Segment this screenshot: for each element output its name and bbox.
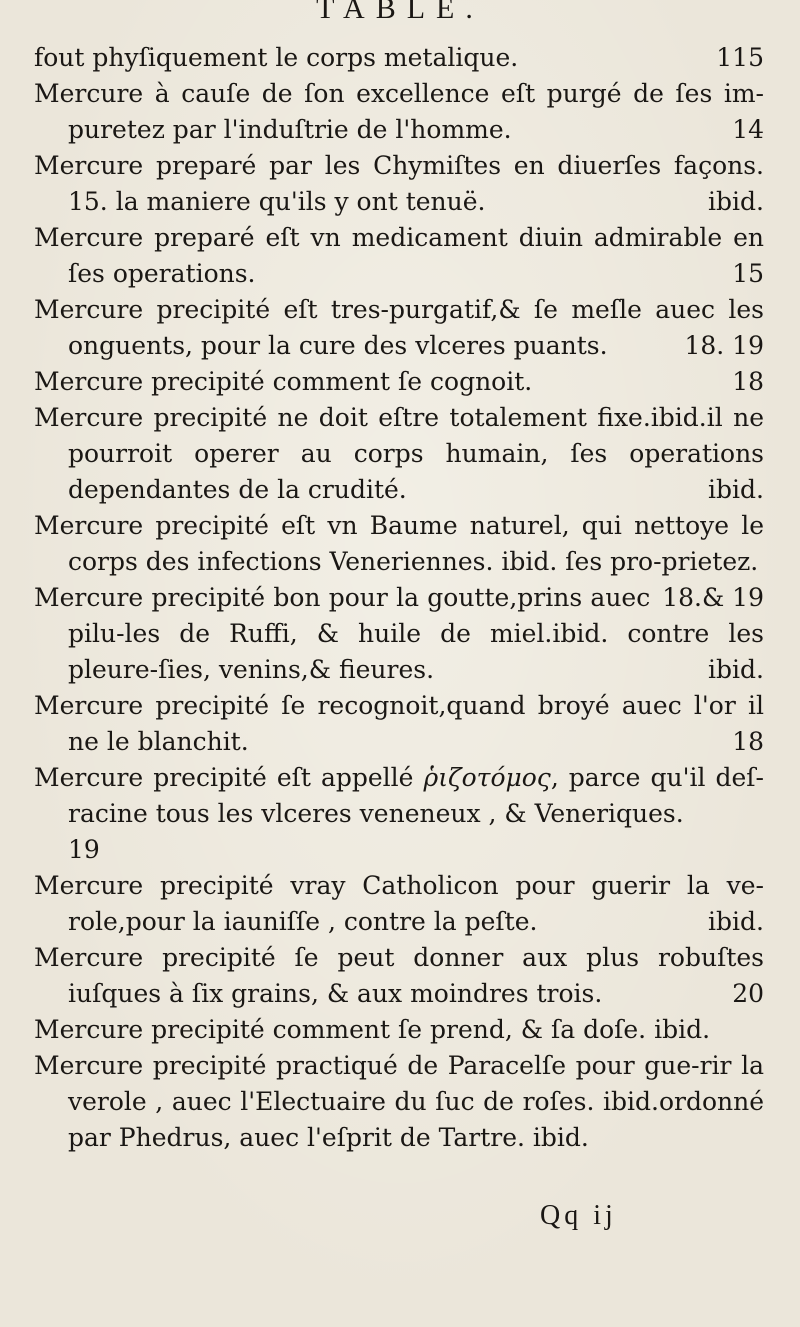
page-reference: ibid. xyxy=(708,187,764,216)
index-entry xyxy=(34,1012,764,1048)
page-reference: 15 xyxy=(732,259,764,288)
page-reference: 18 xyxy=(732,367,764,396)
entry-text: Mercure precipité comment ſe prend, & ſa doſe. ibid. xyxy=(34,1015,711,1044)
page-reference: ibid. xyxy=(708,655,764,684)
entry-text: fout phyſiquement le corps metalique. xyxy=(34,43,519,72)
index-entry xyxy=(34,400,764,508)
page-reference: ibid. xyxy=(708,907,764,936)
index-entry xyxy=(34,220,764,292)
index-entries xyxy=(34,40,764,1156)
entry-text: Mercure precipité bon pour la goutte,prins auec pilu-les de Ruffi, & huile de miel.ibid. contre les pleure-ſies, venins,& fieures. xyxy=(34,583,764,684)
index-entry xyxy=(34,364,764,400)
page-reference: 19 xyxy=(68,835,100,864)
page-reference: 14 xyxy=(732,115,764,144)
page-reference: 115 xyxy=(716,43,764,72)
signature-mark: Qq ij xyxy=(540,1200,617,1231)
page-reference: 18.& 19 xyxy=(662,583,764,612)
greek-word: ῥιζοτόμος xyxy=(423,763,551,792)
entry-text: Mercure à cauſe de ſon excellence eſt purgé de ſes im-puretez par l'induſtrie de l'homme. xyxy=(34,79,764,144)
entry-text: Mercure precipité ſe peut donner aux plus robuſtes iuſques à ſix grains, & aux moindres trois. xyxy=(34,943,764,1008)
page-reference: 18 xyxy=(732,727,764,756)
index-entry xyxy=(34,292,764,364)
entry-text: Mercure precipité eſt appellé xyxy=(34,763,424,792)
page-reference: 18. 19 xyxy=(684,331,764,360)
index-entry xyxy=(34,688,764,760)
entry-text: Mercure preparé par les Chymiſtes en diuerſes façons. 15. la maniere qu'ils y ont tenuë. xyxy=(34,151,764,216)
index-entry-ref-line xyxy=(34,832,764,868)
entry-text: Mercure precipité eſt tres-purgatif,& ſe meſle auec les onguents, pour la cure des vlceres puants. xyxy=(34,295,764,360)
index-entry xyxy=(34,40,764,76)
entry-text: Mercure precipité ſe recognoit,quand broyé auec l'or il ne le blanchit. xyxy=(34,691,764,756)
entry-text: Mercure precipité comment ſe cognoit. xyxy=(34,367,533,396)
running-head-title: TABLE. xyxy=(316,0,484,20)
page-reference: 20 xyxy=(732,979,764,1008)
entry-text: Mercure preparé eſt vn medicament diuin admirable en ſes operations. xyxy=(34,223,764,288)
index-entry xyxy=(34,940,764,1012)
index-entry xyxy=(34,148,764,220)
entry-text: Mercure precipité practiqué de Paracelſe pour gue-rir la verole , auec l'Electuaire du ſuc de roſes. ibid.ordonné par Phedrus, auec l'eſprit de Tartre. ibid. xyxy=(34,1051,764,1152)
index-entry xyxy=(34,760,764,832)
entry-text: Mercure precipité vray Catholicon pour guerir la ve-role,pour la iauniſſe , contre la peſte. xyxy=(34,871,764,936)
index-entry xyxy=(34,76,764,148)
index-entry xyxy=(34,1048,764,1156)
page-reference: ibid. xyxy=(708,475,764,504)
entry-text: Mercure precipité ne doit eſtre totalement fixe.ibid.il ne pourroit operer au corps humain, ſes operations dependantes de la crudité. xyxy=(34,403,764,504)
index-entry xyxy=(34,508,764,612)
index-entry xyxy=(34,868,764,940)
entry-text: Mercure precipité eſt vn Baume naturel, qui nettoye le corps des infections Veneriennes. ibid. ſes pro-prietez. xyxy=(34,511,764,576)
entry-text: , parce qu'il deſ-racine tous les vlceres veneneux , & Veneriques. xyxy=(68,763,764,828)
